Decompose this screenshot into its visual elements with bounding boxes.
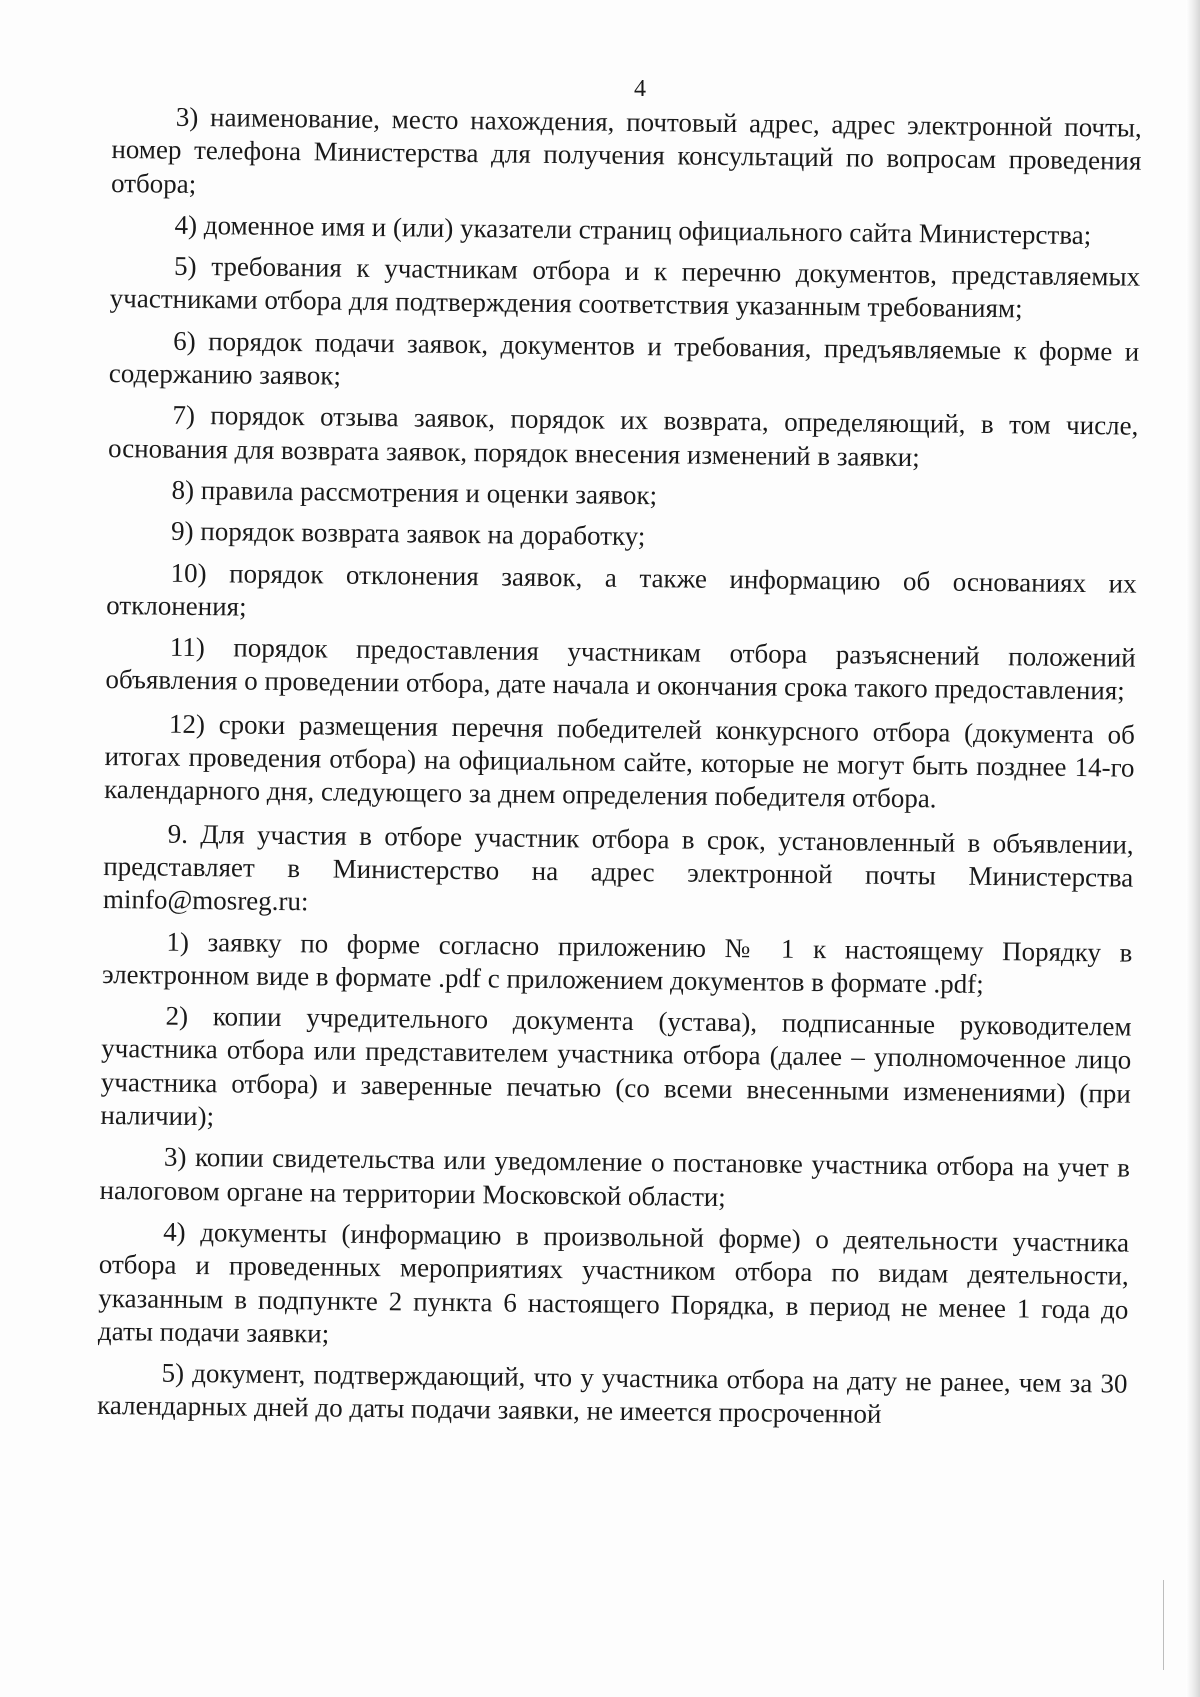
page-number: 4 <box>634 76 646 102</box>
paragraph-subitem-4: 4) документы (информацию в произвольной форме) о деятельности участника отбора и проведенных мероприятиях участником отбора по видам деятельности, указанным в подпункте 2 пункта 6 настоящего Порядка, в период не менее 1 года до даты подачи заявки; <box>97 1216 1130 1349</box>
paragraph-item-5: 5) требования к участникам отбора и к перечню документов, представляемых участниками отбора для подтверждения соответствия указанным требованиям; <box>109 250 1141 324</box>
scan-artifact-line <box>1163 1580 1164 1670</box>
paragraph-subitem-3: 3) копии свидетельства или уведомление о постановке участника отбора на учет в налоговом органе на территории Московской области; <box>99 1141 1131 1212</box>
paragraph-item-7: 7) порядок отзыва заявок, порядок их возврата, определяющий, в том числе, основания для возврата заявок, порядок внесения изменений в заявки; <box>107 400 1139 472</box>
document-body <box>97 100 1142 1442</box>
paragraph-subitem-1: 1) заявку по форме согласно приложению № 1 к настоящему Порядку в электронном виде в формате .pdf с приложением документов в формате .pdf; <box>101 926 1133 999</box>
paragraph-item-8: 8) правила рассмотрения и оценки заявок; <box>171 474 658 511</box>
paragraph-item-11: 11) порядок предоставления участникам отбора разъяснений положений объявления о проведении отбора, дате начала и окончания срока такого предоставления; <box>105 631 1136 706</box>
paragraph-item-10: 10) порядок отклонения заявок, а также информацию об основаниях их отклонения; <box>106 557 1137 622</box>
paragraph-item-3: 3) наименование, место нахождения, почтовый адрес, адрес электронной почты, номер телефона Министерства для получения консультаций по вопросам проведения отбора; <box>110 101 1142 199</box>
paragraph-section-9: 9. Для участия в отборе участник отбора в срок, установленный в объявлении, представляет в Министерство на адрес электронной почты Министерства minfo@mosreg.ru: <box>102 818 1134 917</box>
paragraph-item-12: 12) сроки размещения перечня победителей конкурсного отбора (документа об итогах проведения отбора) на официальном сайте, которые не могут быть позднее 14-го календарного дня, следующего за днем определения победителя отбора. <box>104 708 1136 814</box>
paragraph-subitem-5: 5) документ, подтверждающий, что у участника отбора на дату не ранее, чем за 30 календарных дней до даты подачи заявки, не имеется просроченной <box>97 1357 1128 1430</box>
paragraph-item-4: 4) доменное имя и (или) указатели страниц официального сайта Министерства; <box>174 209 1092 251</box>
scan-edge-shadow <box>1186 0 1200 1697</box>
paragraph-subitem-2: 2) копии учредительного документа (устава), подписанные руководителем участника отбора или представителем участника отбора (далее – уполномоченное лицо участника отбора) и заверенные печатью (со всеми внесенными изменениями) (при наличии); <box>100 1000 1132 1132</box>
paragraph-item-9: 9) порядок возврата заявок на доработку; <box>170 515 646 552</box>
paragraph-item-6: 6) порядок подачи заявок, документов и требования, предъявляемые к форме и содержанию заявок; <box>108 325 1140 391</box>
